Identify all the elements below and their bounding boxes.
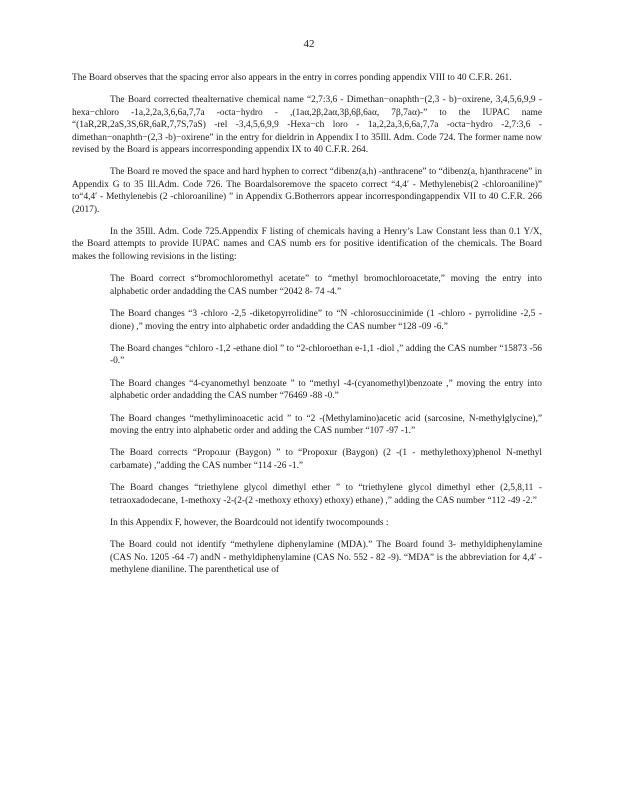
list-item [110, 273, 542, 298]
revision-text: The Board corrects “Propoɹur (Baygon) ” to “Propoxur (Baygon) (2 -(1 - methylethoxy)phenol N-methyl carbamate) ,”adding the CAS number “114 -26 -1.” [110, 448, 542, 471]
paragraph-dieldrin: The Board corrected thealternative chemical name “2,7:3,6 - Dimethan−onaphth−(2,3 - b)−oxirene, 3,4,5,6,9,9 -hexa−chloro -1a,2,2a,3,6,6a,7,7a -octa−hydro - ,(1aα,2β,2aα,3β,6β,6aα, 7β,7aα)-” to the IUPAC name “(1aR,2R,2aS,3S,6R,6aR,7,7S,7aS) -rel -3,4,5,6,9,9 -Hexa−ch loro - 1a,2,2a,3,6,6a,7,7a -octa−hydro -2,7:3,6 -dimethan−onaphth−(2,3 -b)−oxirene” in the entry for dieldrin in Appendix I to 35Ill. Adm. Code 724. The former name now revised by the Board is appears incorresponding appendix IX to 40 C.F.R. 264. [72, 95, 542, 156]
document-body [72, 72, 542, 587]
revision-text: The Board changes “triethylene glycol dimethyl ether ” to “triethylene glycol dimethyl ether (2,5,8,11 -tetraoxadodecane, 1-methoxy -2-(2-(2 -methoxy ethoxy) ethoxy) ethane) ,” adding the CAS number “112 -49 -2.” [110, 483, 542, 506]
revision-text: The Board changes “4-cyanomethyl benzoate ” to “methyl -4-(cyanomethyl)benzoate ,” moving the entry into alphabetic order andadding the CAS number “76469 -88 -0.” [110, 378, 542, 402]
paragraph-dibenz: The Board re moved the space and hard hyphen to correct “dibenz(a,h) -anthracene” to “dibenz(a, h)anthracene” in Appendix G to 35 Ill.Adm. Code 726. The Boardalsoremove the spaceto correct “4,4′ - Methylenebis(2 -chloroaniline)” to“4,4′ - Methylenebis (2 -chloroaniline) ” in Appendix G.Botherrors appear incorrespondingappendix VII to 40 C.F.R. 266 (2017). [72, 167, 542, 215]
revision-text: The Board changes “3 -chloro -2,5 -diketopyrrolidine” to “N -chlorosuccinimide (1 -chloro - pyrrolidine -2,5 - dione) ,” moving the entry into alphabetic order andadding the CAS number “128 -09 -6.” [110, 309, 542, 332]
list-item [110, 378, 542, 403]
paragraph-appendix-f: In the 35Ill. Adm. Code 725.Appendix F listing of chemicals having a Henry’s Law Constant less than 0.1 Y/X, the Board attempts to provide IUPAC names and CAS numb ers for positive identification of the chemicals. The Board makes the following revisions in the listing: [72, 227, 542, 262]
revision-text: The Board could not identify “methylene diphenylamine (MDA).” The Board found 3- methyldiphenylamine (CAS No. 1205 -64 -7) andN - methyldiphenylamine (CAS No. 552 - 82 -9). “MDA” is the abbreviation for 4,4′ -methylene dianiline. The parenthetical use of [110, 540, 542, 576]
list-item [110, 482, 542, 507]
revision-text: The Board changes “chloro -1,2 -ethane diol ” to “2-chloroethan e-1,1 -diol ,” adding the CAS number “15873 -56 -0.” [110, 343, 542, 367]
list-item [110, 447, 542, 472]
list-item [110, 517, 542, 529]
list-item [110, 308, 542, 333]
list-item [110, 413, 542, 438]
revision-text: In this Appendix F, however, the Boardcould not identify twocompounds : [110, 517, 389, 528]
revision-text: The Board correct s“bromochloromethyl acetate” to “methyl bromochloroacetate,” moving the entry into alphabetic order andadding the CAS number “2042 8- 74 -4.” [110, 274, 542, 297]
list-item [110, 343, 542, 368]
revision-text: The Board changes “methyliminoacetic acid ” to “2 -(Methylamino)acetic acid (sarcosine, N-methylglycine),” moving the entry into alphabetic order and adding the CAS number “107 -97 -1.” [110, 413, 542, 436]
list-item [110, 539, 542, 576]
paragraph-spacing-error: The Board observes that the spacing error also appears in the entry in corres ponding appendix VIII to 40 C.F.R. 261. [72, 73, 512, 83]
page-number: 42 [303, 38, 315, 50]
